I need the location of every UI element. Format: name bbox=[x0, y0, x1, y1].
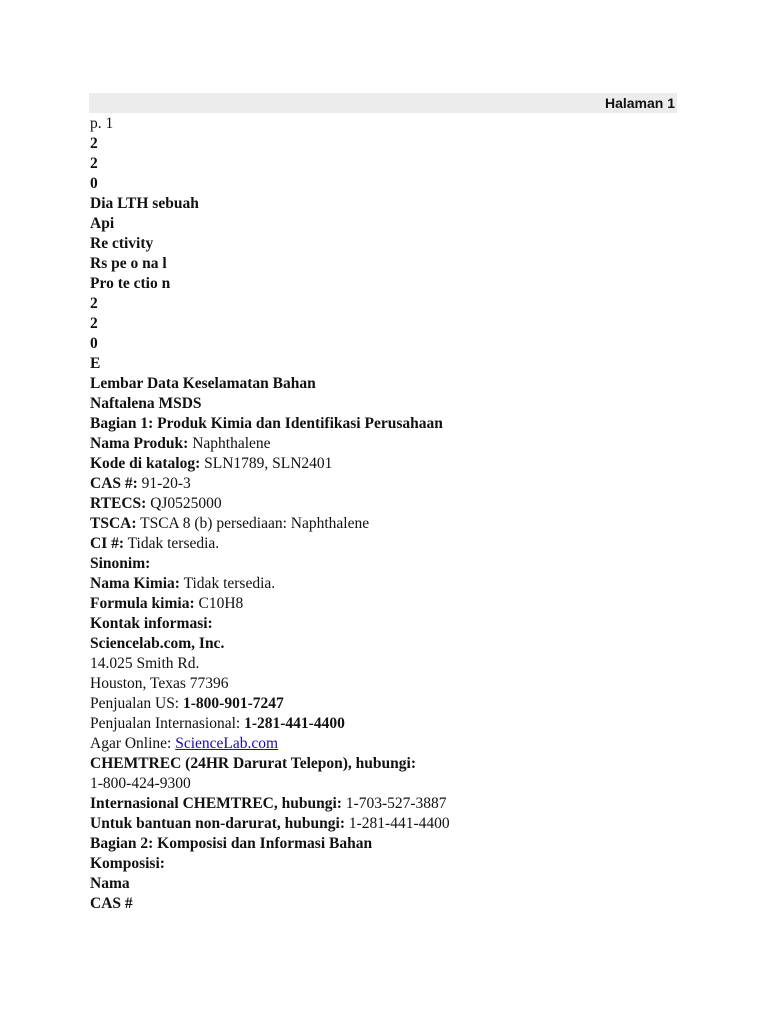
catalog-code-label: Kode di katalog: bbox=[90, 455, 201, 472]
chemtrec-intl-row bbox=[90, 794, 690, 814]
synonym-label: Sinonim: bbox=[90, 555, 151, 572]
page-number: Halaman 1 bbox=[604, 95, 675, 111]
tsca-value: TSCA 8 (b) persediaan: Naphthalene bbox=[136, 515, 370, 532]
chemtrec-phone: 1-800-424-9300 bbox=[90, 775, 191, 792]
non-emergency-phone: 1-281-441-4400 bbox=[345, 815, 450, 832]
sales-intl-phone: 1-281-441-4400 bbox=[244, 715, 345, 732]
chemtrec-intl-phone: 1-703-527-3887 bbox=[341, 795, 447, 812]
sciencelab-link[interactable]: ScienceLab.com bbox=[175, 735, 279, 752]
tsca-row bbox=[90, 514, 690, 534]
synonym-row bbox=[90, 554, 690, 574]
chemical-name-label: Nama Kimia: bbox=[90, 575, 180, 592]
chemtrec-label: CHEMTREC (24HR Darurat Telepon), hubungi: bbox=[90, 755, 416, 772]
hazard-label-personal: Rs pe o na l bbox=[90, 255, 167, 272]
ci-value: Tidak tersedia. bbox=[124, 535, 220, 552]
cas-row bbox=[90, 474, 690, 494]
catalog-code-value: SLN1789, SLN2401 bbox=[200, 455, 333, 472]
sales-us-row bbox=[90, 694, 690, 714]
chemical-formula-value: C10H8 bbox=[194, 595, 244, 612]
non-emergency-label: Untuk bantuan non-darurat, hubungi: bbox=[90, 815, 345, 832]
hazard-label-health: Dia LTH sebuah bbox=[90, 195, 199, 212]
rtecs-row bbox=[90, 494, 690, 514]
hazard-value: 2 bbox=[90, 315, 98, 332]
sales-us-phone: 1-800-901-7247 bbox=[183, 695, 284, 712]
non-emergency-row bbox=[90, 814, 690, 834]
sales-us-label: Penjualan US: bbox=[90, 695, 183, 712]
rtecs-value: QJ0525000 bbox=[146, 495, 222, 512]
page-header bbox=[89, 93, 677, 113]
sales-intl-label: Penjualan Internasional: bbox=[90, 715, 245, 732]
ci-label: CI #: bbox=[90, 535, 125, 552]
sales-intl-row bbox=[90, 714, 690, 734]
chemical-formula-label: Formula kimia: bbox=[90, 595, 195, 612]
company-name: Sciencelab.com, Inc. bbox=[90, 635, 225, 652]
chemical-name-value: Tidak tersedia. bbox=[179, 575, 276, 592]
order-online-row bbox=[90, 734, 690, 754]
chemtrec-intl-label: Internasional CHEMTREC, hubungi: bbox=[90, 795, 342, 812]
hazard-label-protection: Pro te ctio n bbox=[90, 275, 171, 292]
cas-value: 91-20-3 bbox=[137, 475, 191, 492]
product-name-label: Nama Produk: bbox=[90, 435, 189, 452]
hazard-value: 0 bbox=[90, 175, 98, 192]
chemical-name-row bbox=[90, 574, 690, 594]
hazard-value: 2 bbox=[90, 295, 98, 312]
document-body bbox=[90, 114, 690, 914]
hazard-label-fire: Api bbox=[90, 215, 115, 232]
page-reference: p. 1 bbox=[90, 115, 114, 132]
cas-label: CAS #: bbox=[90, 475, 138, 492]
hazard-value: 2 bbox=[90, 155, 98, 172]
contact-heading: Kontak informasi: bbox=[90, 615, 213, 632]
name-column-label: Nama bbox=[90, 875, 130, 892]
section1-heading: Bagian 1: Produk Kimia dan Identifikasi Perusahaan bbox=[90, 415, 443, 432]
hazard-value: E bbox=[90, 355, 101, 372]
catalog-code-row bbox=[90, 454, 690, 474]
hazard-value: 0 bbox=[90, 335, 98, 352]
section2-heading: Bagian 2: Komposisi dan Informasi Bahan bbox=[90, 835, 373, 852]
address-line-1: 14.025 Smith Rd. bbox=[90, 655, 200, 672]
order-online-label: Agar Online: bbox=[90, 735, 176, 752]
tsca-label: TSCA: bbox=[90, 515, 137, 532]
product-name-value: Naphthalene bbox=[188, 435, 271, 452]
ci-row bbox=[90, 534, 690, 554]
address-line-2: Houston, Texas 77396 bbox=[90, 675, 229, 692]
document-title: Lembar Data Keselamatan Bahan bbox=[90, 375, 316, 392]
document-subtitle: Naftalena MSDS bbox=[90, 395, 202, 412]
composition-label: Komposisi: bbox=[90, 855, 165, 872]
hazard-label-reactivity: Re ctivity bbox=[90, 235, 154, 252]
cas-column-label: CAS # bbox=[90, 895, 133, 912]
hazard-value: 2 bbox=[90, 135, 98, 152]
rtecs-label: RTECS: bbox=[90, 495, 147, 512]
product-name-row bbox=[90, 434, 690, 454]
chemical-formula-row bbox=[90, 594, 690, 614]
